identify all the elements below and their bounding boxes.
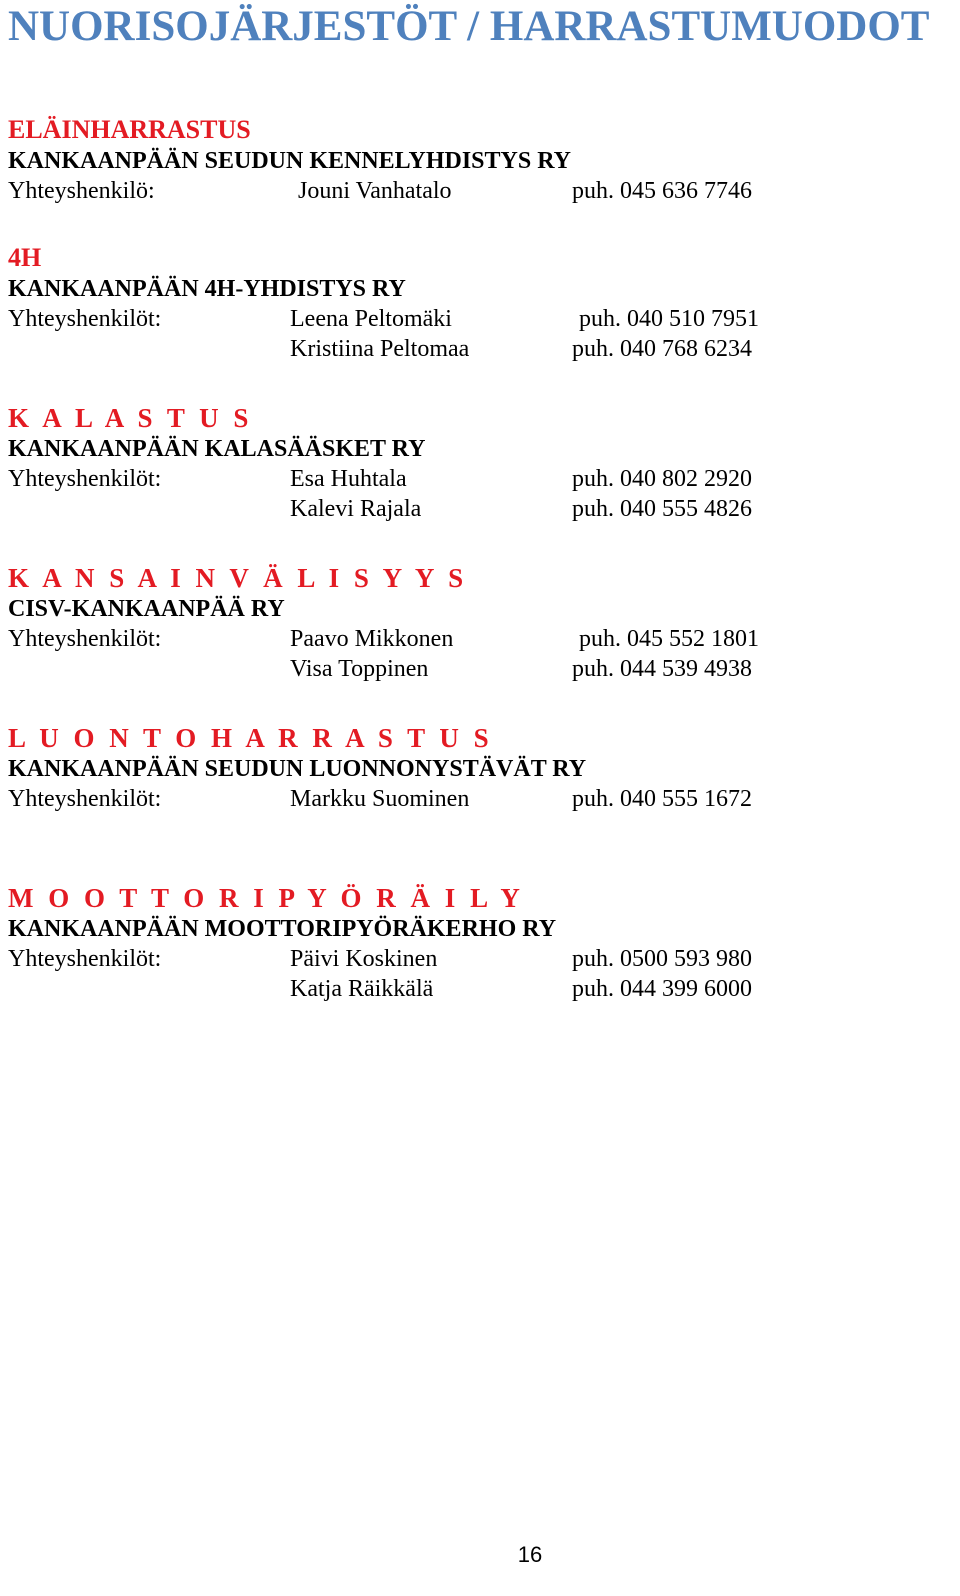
contact-row (8, 654, 948, 684)
contact-phone: puh. 040 768 6234 (572, 336, 752, 362)
category-heading: L U O N T O H A R R A S T U S (8, 723, 493, 753)
organization-name: CISV-KANKAANPÄÄ RY (8, 596, 285, 622)
contact-label: Yhteyshenkilöt: (8, 466, 162, 492)
organization-name: KANKAANPÄÄN SEUDUN KENNELYHDISTYS RY (8, 148, 572, 174)
contact-row (8, 944, 948, 974)
contact-label: Yhteyshenkilöt: (8, 786, 162, 812)
contact-phone: puh. 0500 593 980 (572, 946, 752, 972)
contact-phone: puh. 040 555 1672 (572, 786, 752, 812)
contact-phone: puh. 045 636 7746 (572, 178, 752, 204)
contact-row (8, 334, 948, 364)
category-heading: M O O T T O R I P Y Ö R Ä I L Y (8, 883, 524, 913)
category-heading: K A N S A I N V Ä L I S Y Y S (8, 563, 468, 593)
contact-row (8, 494, 948, 524)
contact-row (8, 784, 948, 814)
contact-row (8, 304, 948, 334)
section-luontoharrastus (8, 722, 948, 814)
section-moottoripyoraily (8, 882, 948, 1004)
contact-name: Kalevi Rajala (290, 496, 422, 522)
contact-name: Katja Räikkälä (290, 976, 434, 1002)
contact-phone: puh. 040 555 4826 (572, 496, 752, 522)
contact-name: Markku Suominen (290, 786, 470, 812)
contact-row (8, 624, 948, 654)
organization-name: KANKAANPÄÄN 4H-YHDISTYS RY (8, 276, 406, 302)
section-4h (8, 242, 948, 364)
contact-name: Visa Toppinen (290, 656, 429, 682)
contact-label: Yhteyshenkilöt: (8, 626, 162, 652)
contact-label: Yhteyshenkilöt: (8, 306, 162, 332)
page-number: 16 (517, 1542, 543, 1567)
contact-phone: puh. 044 539 4938 (572, 656, 752, 682)
contact-label: Yhteyshenkilöt: (8, 946, 162, 972)
category-heading: ELÄINHARRASTUS (8, 115, 251, 144)
contact-row (8, 176, 948, 206)
contact-phone: puh. 040 802 2920 (572, 466, 752, 492)
contact-name: Päivi Koskinen (290, 946, 438, 972)
section-kalastus (8, 402, 948, 524)
organization-name: KANKAANPÄÄN MOOTTORIPYÖRÄKERHO RY (8, 916, 557, 942)
contact-name: Jouni Vanhatalo (298, 178, 452, 204)
page-title: NUORISOJÄRJESTÖT / HARRASTUMUODOT (8, 3, 930, 50)
organization-name: KANKAANPÄÄN SEUDUN LUONNONYSTÄVÄT RY (8, 756, 587, 782)
contact-name: Esa Huhtala (290, 466, 407, 492)
organization-name: KANKAANPÄÄN KALASÄÄSKET RY (8, 436, 426, 462)
contact-name: Leena Peltomäki (290, 306, 452, 332)
contact-name: Paavo Mikkonen (290, 626, 454, 652)
category-heading: 4H (8, 243, 42, 272)
contact-row (8, 464, 948, 494)
section-elainharrastus (8, 114, 948, 206)
contact-phone: puh. 044 399 6000 (572, 976, 752, 1002)
contact-name: Kristiina Peltomaa (290, 336, 470, 362)
category-heading: K A L A S T U S (8, 403, 253, 433)
contact-label: Yhteyshenkilö: (8, 178, 155, 204)
contact-row (8, 974, 948, 1004)
section-kansainvalisyys (8, 562, 948, 684)
contact-phone: puh. 045 552 1801 (579, 626, 759, 652)
contact-phone: puh. 040 510 7951 (579, 306, 759, 332)
